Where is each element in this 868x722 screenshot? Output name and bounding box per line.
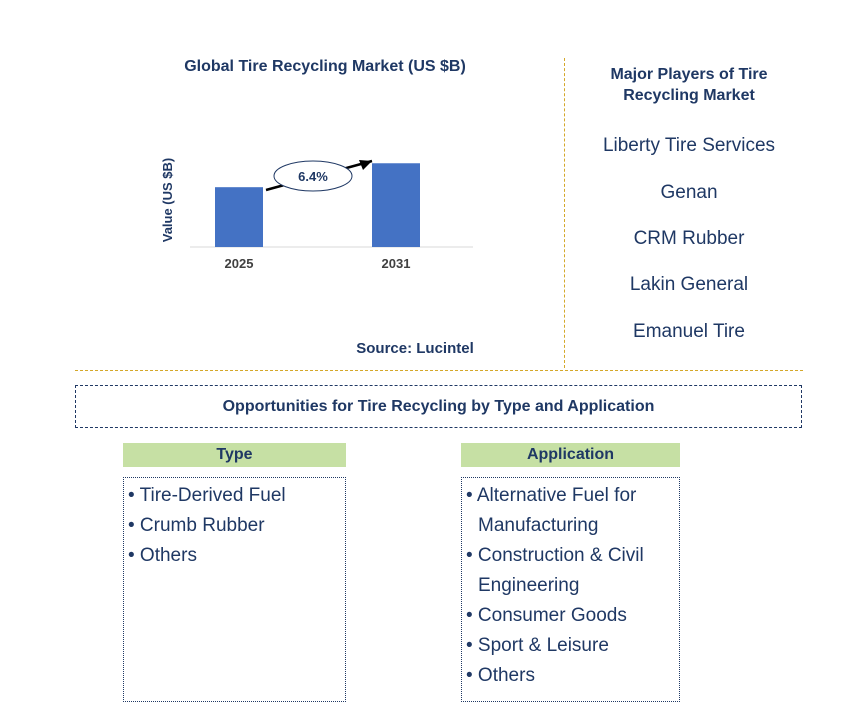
horizontal-divider [75,370,803,371]
type-list [123,477,346,702]
player-item: CRM Rubber [633,228,745,249]
type-item: • Others [128,545,197,566]
type-item: • Crumb Rubber [128,515,265,536]
player-item: Genan [660,182,718,203]
application-item: • Others [466,665,535,686]
chart-title: Global Tire Recycling Market (US $B) [184,58,466,75]
bar-2031 [372,163,420,247]
bar-chart [150,140,490,280]
x-tick-label: 2025 [224,256,254,271]
cagr-annotation [266,160,372,191]
bar-2025 [215,187,263,247]
y-axis-label: Value (US $B) [160,157,175,243]
opportunities-banner [75,385,802,428]
application-item: • Sport & Leisure [466,635,609,656]
application-item: • Consumer Goods [466,605,627,626]
vertical-divider [564,58,565,368]
player-item: Liberty Tire Services [602,135,776,156]
opportunities-title: Opportunities for Tire Recycling by Type and Application [222,398,655,415]
application-item: • Construction & Civil Engineering [466,545,644,596]
type-header: Type [123,443,346,467]
x-tick-label: 2031 [381,256,411,271]
cagr-label: 6.4% [298,169,328,184]
type-item: • Tire-Derived Fuel [128,485,286,506]
application-list [461,477,680,702]
player-item: Lakin General [629,274,749,295]
player-item: Emanuel Tire [633,321,745,342]
players-title: Major Players of Tire Recycling Market [610,66,768,104]
source-label: Source: Lucintel [356,340,474,357]
application-item: • Alternative Fuel for Manufacturing [466,485,637,536]
application-header: Application [461,443,680,467]
